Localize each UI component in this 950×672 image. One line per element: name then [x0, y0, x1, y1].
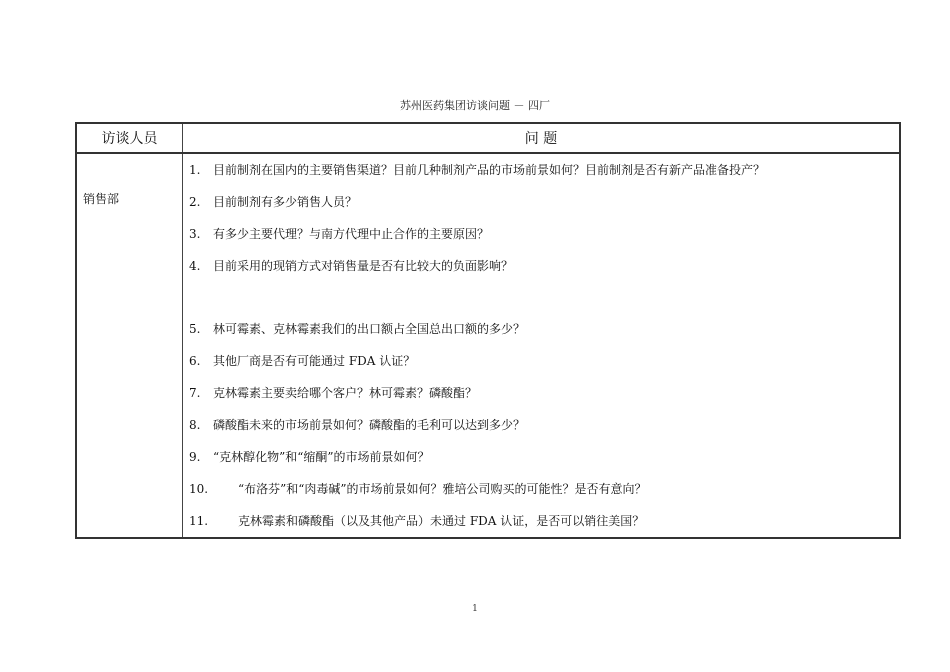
question-item: [183, 313, 899, 345]
question-text: “布洛芬”和“肉毒碱”的市场前景如何？雅培公司购买的可能性？是否有意向？: [238, 482, 647, 496]
question-group-1: [183, 154, 899, 282]
department-cell: 销售部: [76, 153, 183, 538]
question-text: 目前制剂有多少销售人员？: [213, 195, 358, 209]
interview-table: [75, 122, 901, 539]
question-number: 1.: [189, 163, 201, 177]
question-number: 8.: [189, 418, 201, 432]
header-interviewee: 访谈人员: [76, 123, 183, 153]
question-item: [183, 441, 899, 473]
question-number: 4.: [189, 259, 201, 273]
question-item: [183, 154, 899, 186]
question-number: 11.: [189, 514, 209, 528]
question-item: [183, 186, 899, 218]
blank-line: [183, 282, 899, 313]
question-group-2: [183, 313, 899, 537]
question-number: 2.: [189, 195, 201, 209]
question-text: 有多少主要代理？与南方代理中止合作的主要原因？: [213, 227, 490, 241]
question-text: 目前采用的现销方式对销售量是否有比较大的负面影响？: [213, 259, 514, 273]
question-text: 其他厂商是否有可能通过 FDA 认证？: [213, 354, 416, 368]
question-item: [183, 218, 899, 250]
table-header-row: [76, 123, 900, 153]
question-item: [183, 250, 899, 282]
question-number: 3.: [189, 227, 201, 241]
question-item: [183, 473, 899, 505]
question-number: 10.: [189, 482, 209, 496]
question-text: 克林霉素主要卖给哪个客户？林可霉素？磷酸酯？: [213, 386, 478, 400]
questions-cell: [183, 153, 901, 538]
question-item: [183, 409, 899, 441]
question-number: 6.: [189, 354, 201, 368]
question-item: [183, 345, 899, 377]
question-number: 5.: [189, 322, 201, 336]
question-item: [183, 505, 899, 537]
question-text: 目前制剂在国内的主要销售渠道？目前几种制剂产品的市场前景如何？目前制剂是否有新产品准备投产？: [213, 163, 766, 177]
question-item: [183, 377, 899, 409]
question-number: 7.: [189, 386, 201, 400]
page-number: 1: [472, 604, 478, 614]
header-questions: 问 题: [183, 123, 901, 153]
document-title: 苏州医药集团访谈问题 － 四厂: [400, 99, 550, 112]
question-text: 磷酸酯未来的市场前景如何？磷酸酯的毛利可以达到多少？: [213, 418, 526, 432]
question-number: 9.: [189, 450, 201, 464]
table-row: [76, 153, 900, 538]
question-text: 林可霉素、克林霉素我们的出口额占全国总出口额的多少？: [213, 322, 526, 336]
question-text: 克林霉素和磷酸酯（以及其他产品）未通过 FDA 认证，是否可以销往美国？: [238, 514, 645, 528]
question-text: “克林醇化物”和“缩酮”的市场前景如何？: [213, 450, 430, 464]
